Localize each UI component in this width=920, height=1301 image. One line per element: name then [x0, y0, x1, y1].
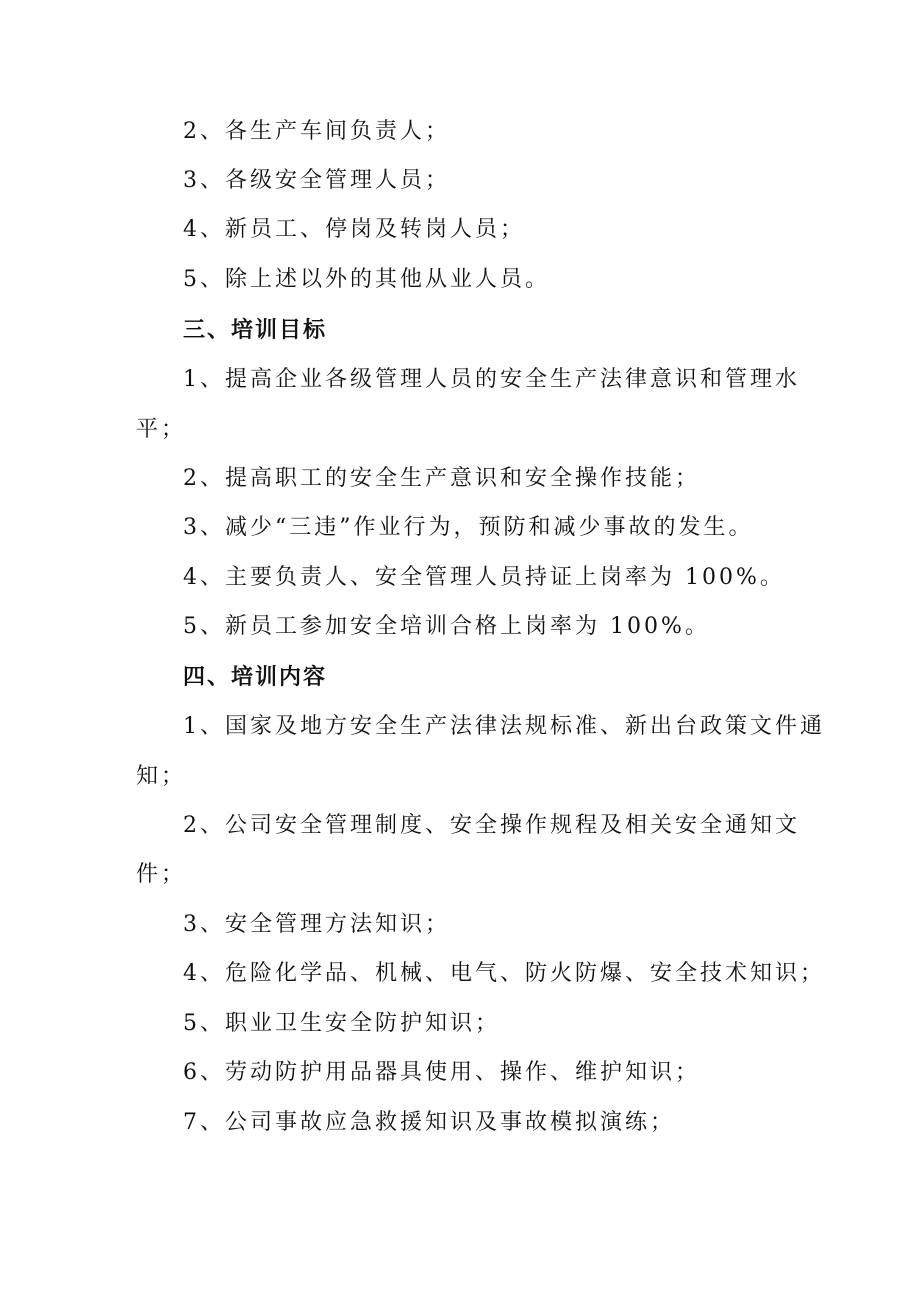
list-item: 4、主要负责人、安全管理人员持证上岗率为 100%。: [183, 565, 785, 590]
list-item: 2、各生产车间负责人；: [183, 119, 450, 144]
list-item: 5、除上述以外的其他从业人员。: [183, 267, 550, 292]
list-item: 2、公司安全管理制度、安全操作规程及相关安全通知文: [183, 813, 800, 838]
list-item: 6、劳动防护用品器具使用、操作、维护知识；: [183, 1060, 700, 1085]
list-item-continuation: 件；: [136, 862, 187, 887]
list-item: 4、新员工、停岗及转岗人员；: [183, 217, 525, 242]
list-item-continuation: 平；: [136, 417, 187, 442]
list-item: 5、职业卫生安全防护知识；: [183, 1011, 500, 1036]
list-item: 3、安全管理方法知识；: [183, 912, 450, 937]
section-heading: 四、培训内容: [183, 664, 328, 690]
list-item: 3、减少“三违”作业行为，预防和减少事故的发生。: [183, 515, 754, 540]
list-item: 1、国家及地方安全生产法律法规标准、新出台政策文件通: [183, 714, 825, 739]
list-item-continuation: 知；: [136, 764, 187, 789]
list-item: 3、各级安全管理人员；: [183, 168, 450, 193]
section-heading: 三、培训目标: [183, 317, 328, 343]
list-item: 2、提高职工的安全生产意识和安全操作技能；: [183, 466, 700, 491]
list-item: 5、新员工参加安全培训合格上岗率为 100%。: [183, 614, 710, 639]
list-item: 7、公司事故应急救援知识及事故模拟演练；: [183, 1110, 675, 1135]
list-item: 4、危险化学品、机械、电气、防火防爆、安全技术知识；: [183, 961, 825, 986]
list-item: 1、提高企业各级管理人员的安全生产法律意识和管理水: [183, 367, 800, 392]
